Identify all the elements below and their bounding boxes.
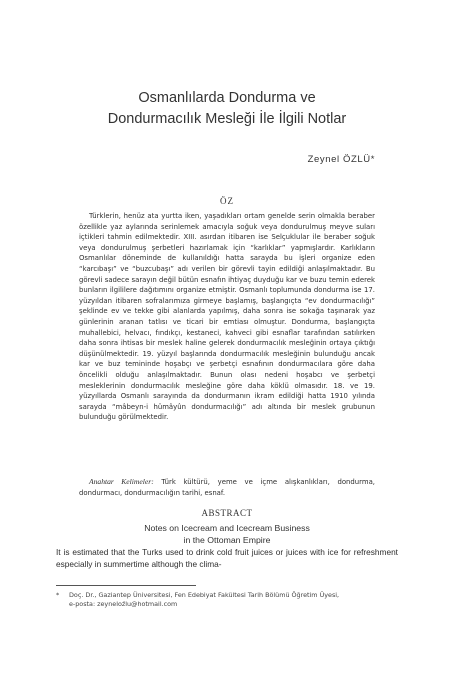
footnote-affiliation: Doç. Dr., Gaziantep Üniversitesi, Fen Edebiyat Fakültesi Tarih Bölümü Öğretim Üyesi, [69,591,340,599]
author-name: Zeynel ÖZLÜ* [307,154,375,165]
keywords-label: Anahtar Kelimeler: [89,477,154,486]
footnote-text [69,591,398,609]
article-title-line-1: Osmanlılarda Dondurma ve [138,90,316,106]
article-title-line-2: Dondurmacılık Mesleği İle İlgili Notlar [107,111,347,127]
english-title [0,522,454,546]
footnote-email: e-posta: zeyneloźlu@hotmail.com [69,600,178,608]
keywords-paragraph [79,477,375,498]
abstract-body: It is estimated that the Turks used to drink cold fruit juices or juices with ice for refreshment especially in summertime although the clima- [56,547,398,569]
article-title [60,88,394,130]
abstract-heading: ABSTRACT [201,508,253,518]
footnote-mark: * [56,591,60,599]
oz-heading: ÖZ [220,196,234,206]
english-title-line-2: in the Ottoman Empire [183,535,271,545]
english-title-line-1: Notes on Icecream and Icecream Business [144,523,310,533]
oz-body: Türklerin, henüz ata yurtta iken, yaşadıkları ortam genelde serin olmakla beraber özellikle yaz aylarında serinlemek amacıyla soğuk veya dondurulmuş meyve suları içtikleri tahmin edilmektedir. XIII. asırdan itibaren ise Selçuklular ile beraber soğuk veya dondurulmuş şerbetleri hazırlamak için “karlıklar” yapmışlardır. Karlıkların Osmanlılar döneminde de kullanıldığı hatta sarayda bu işleri organize eden “karcıbaşı” ve “buzcubaşı” adı verilen bir görevli tayin edildiği anlaşılmaktadır. Bu görevli sadece sarayın değil bütün esnafın ihtiyaç duyduğu kar ve buzu temin ederek bunların ilgililere dağıtımını organize etmiştir. Osmanlı toplumunda dondurma ise 17. yüzyıldan itibaren sofralarımıza girmeye başlamış, başlangıçta “ev dondurmacılığı” şeklinde ev ve tekke gibi alanlarda yapılmış, daha sonra ise sokağa taşınarak yaz günlerinin aranan tatlısı ve ticari bir emtiası olmuştur. Dondurma, başlangıçta muhallebici, helvacı, fındıkçı, kestaneci, kahveci gibi esnaflar tarafından satılırken daha sonra ihtisas bir meslek haline gelerek dondurmacılık mesleğinin ortaya çıktığı düşünülmektedir. 19. yüzyıl başlarında dondurmacılık mesleğinin bulunduğu ancak kar ve buz temininde hoşabçı ve şerbetçi esnafının dondurmacılara göre daha öncelikli olduğu anlaşılmaktadır. Bunun olası nedeni hoşabcı ve şerbetçi mesleklerinin dondurmacılık mesleğine göre daha köklü olmasıdır. 18. ve 19. yüzyıllarda Osmanlı sarayında da dondurmanın ikram edildiği hatta 1910 yılında sarayda “mâbeyn-i hümâyûn dondurmacılığı” adı altında bir meslek grubunun bulunduğu görülmektedir. [79,212,375,422]
footnote [56,591,398,609]
keywords-text: Türk kültürü, yeme ve içme alışkanlıkları, dondurma, dondurmacı, dondurmacılığın tarihi, esnaf. [79,478,375,497]
footnote-divider [56,585,196,586]
